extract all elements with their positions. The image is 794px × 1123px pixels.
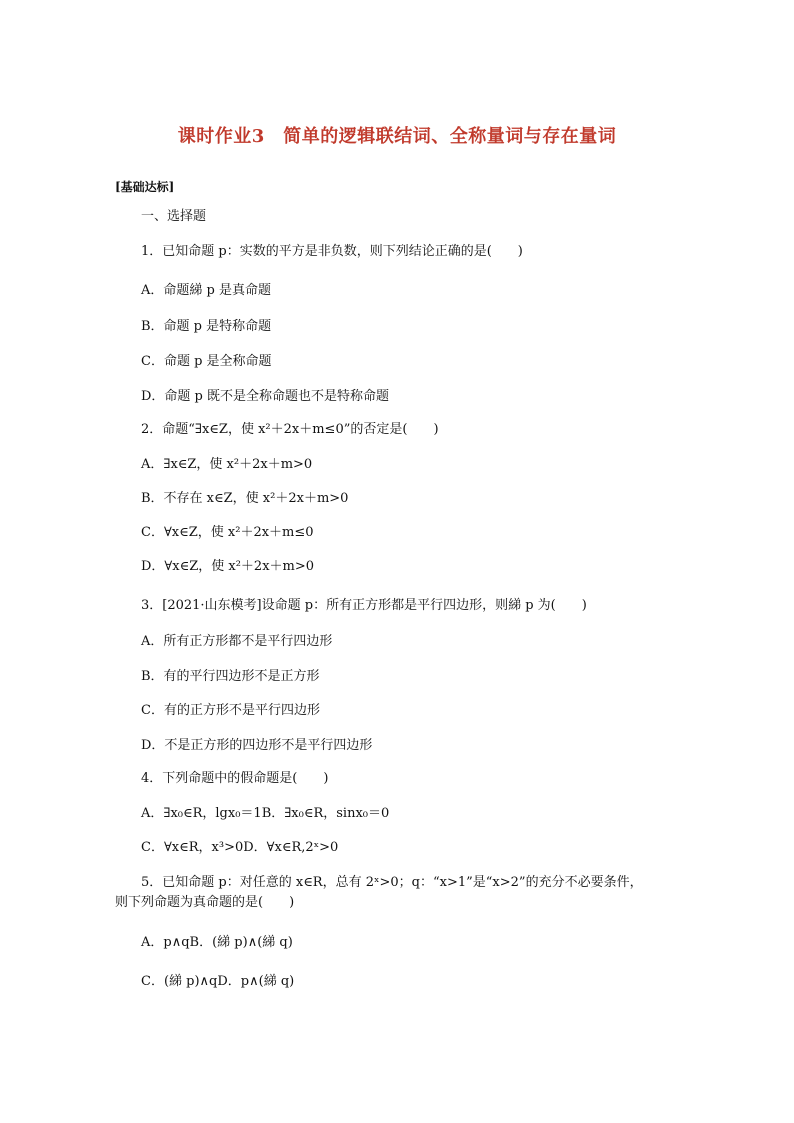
question-line: B．命题 p 是特称命题 [141, 319, 272, 334]
question-line: D．命题 p 既不是全称命题也不是特称命题 [141, 389, 390, 404]
question-line: 2．命题“∃x∈Z，使 x²＋2x＋m≤0”的否定是( ) [141, 422, 439, 437]
question-line: A．∃x₀∈R，lgx₀＝1B．∃x₀∈R，sinx₀＝0 [141, 806, 390, 821]
question-line: 4．下列命题中的假命题是( ) [141, 771, 329, 786]
question-line: 3．[2021·山东模考]设命题 p：所有正方形都是平行四边形，则綈 p 为( ) [141, 598, 587, 613]
page-title: 课时作业3 简单的逻辑联结词、全称量词与存在量词 [177, 126, 617, 147]
subsection-heading: 一、选择题 [141, 209, 207, 224]
question-line: A．∃x∈Z，使 x²＋2x＋m>0 [141, 457, 313, 472]
question-line: B．不存在 x∈Z，使 x²＋2x＋m>0 [141, 491, 349, 506]
question-line: A．p∧qB．(綈 p)∧(綈 q) [141, 935, 293, 950]
question-line: C．(綈 p)∧qD．p∧(綈 q) [141, 974, 295, 989]
question-line: D．∀x∈Z，使 x²＋2x＋m>0 [141, 559, 315, 574]
question-line: 1．已知命题 p：实数的平方是非负数，则下列结论正确的是( ) [141, 244, 523, 259]
question-line: C．有的正方形不是平行四边形 [141, 703, 320, 718]
question-line: A．命题綈 p 是真命题 [141, 283, 271, 298]
question-line: A．所有正方形都不是平行四边形 [141, 634, 333, 649]
question-continuation: 则下列命题为真命题的是( ) [115, 895, 295, 910]
question-line: D．不是正方形的四边形不是平行四边形 [141, 738, 373, 753]
question-line: C．∀x∈R，x³>0D．∀x∈R,2ˣ>0 [141, 840, 339, 855]
question-line: 5．已知命题 p：对任意的 x∈R，总有 2ˣ>0；q：“x>1”是“x>2”的充分不必要条件， [141, 875, 643, 890]
question-line: C．命题 p 是全称命题 [141, 354, 272, 369]
question-line: B．有的平行四边形不是正方形 [141, 669, 320, 684]
section-heading: [基础达标] [115, 180, 175, 194]
question-line: C．∀x∈Z，使 x²＋2x＋m≤0 [141, 525, 314, 540]
